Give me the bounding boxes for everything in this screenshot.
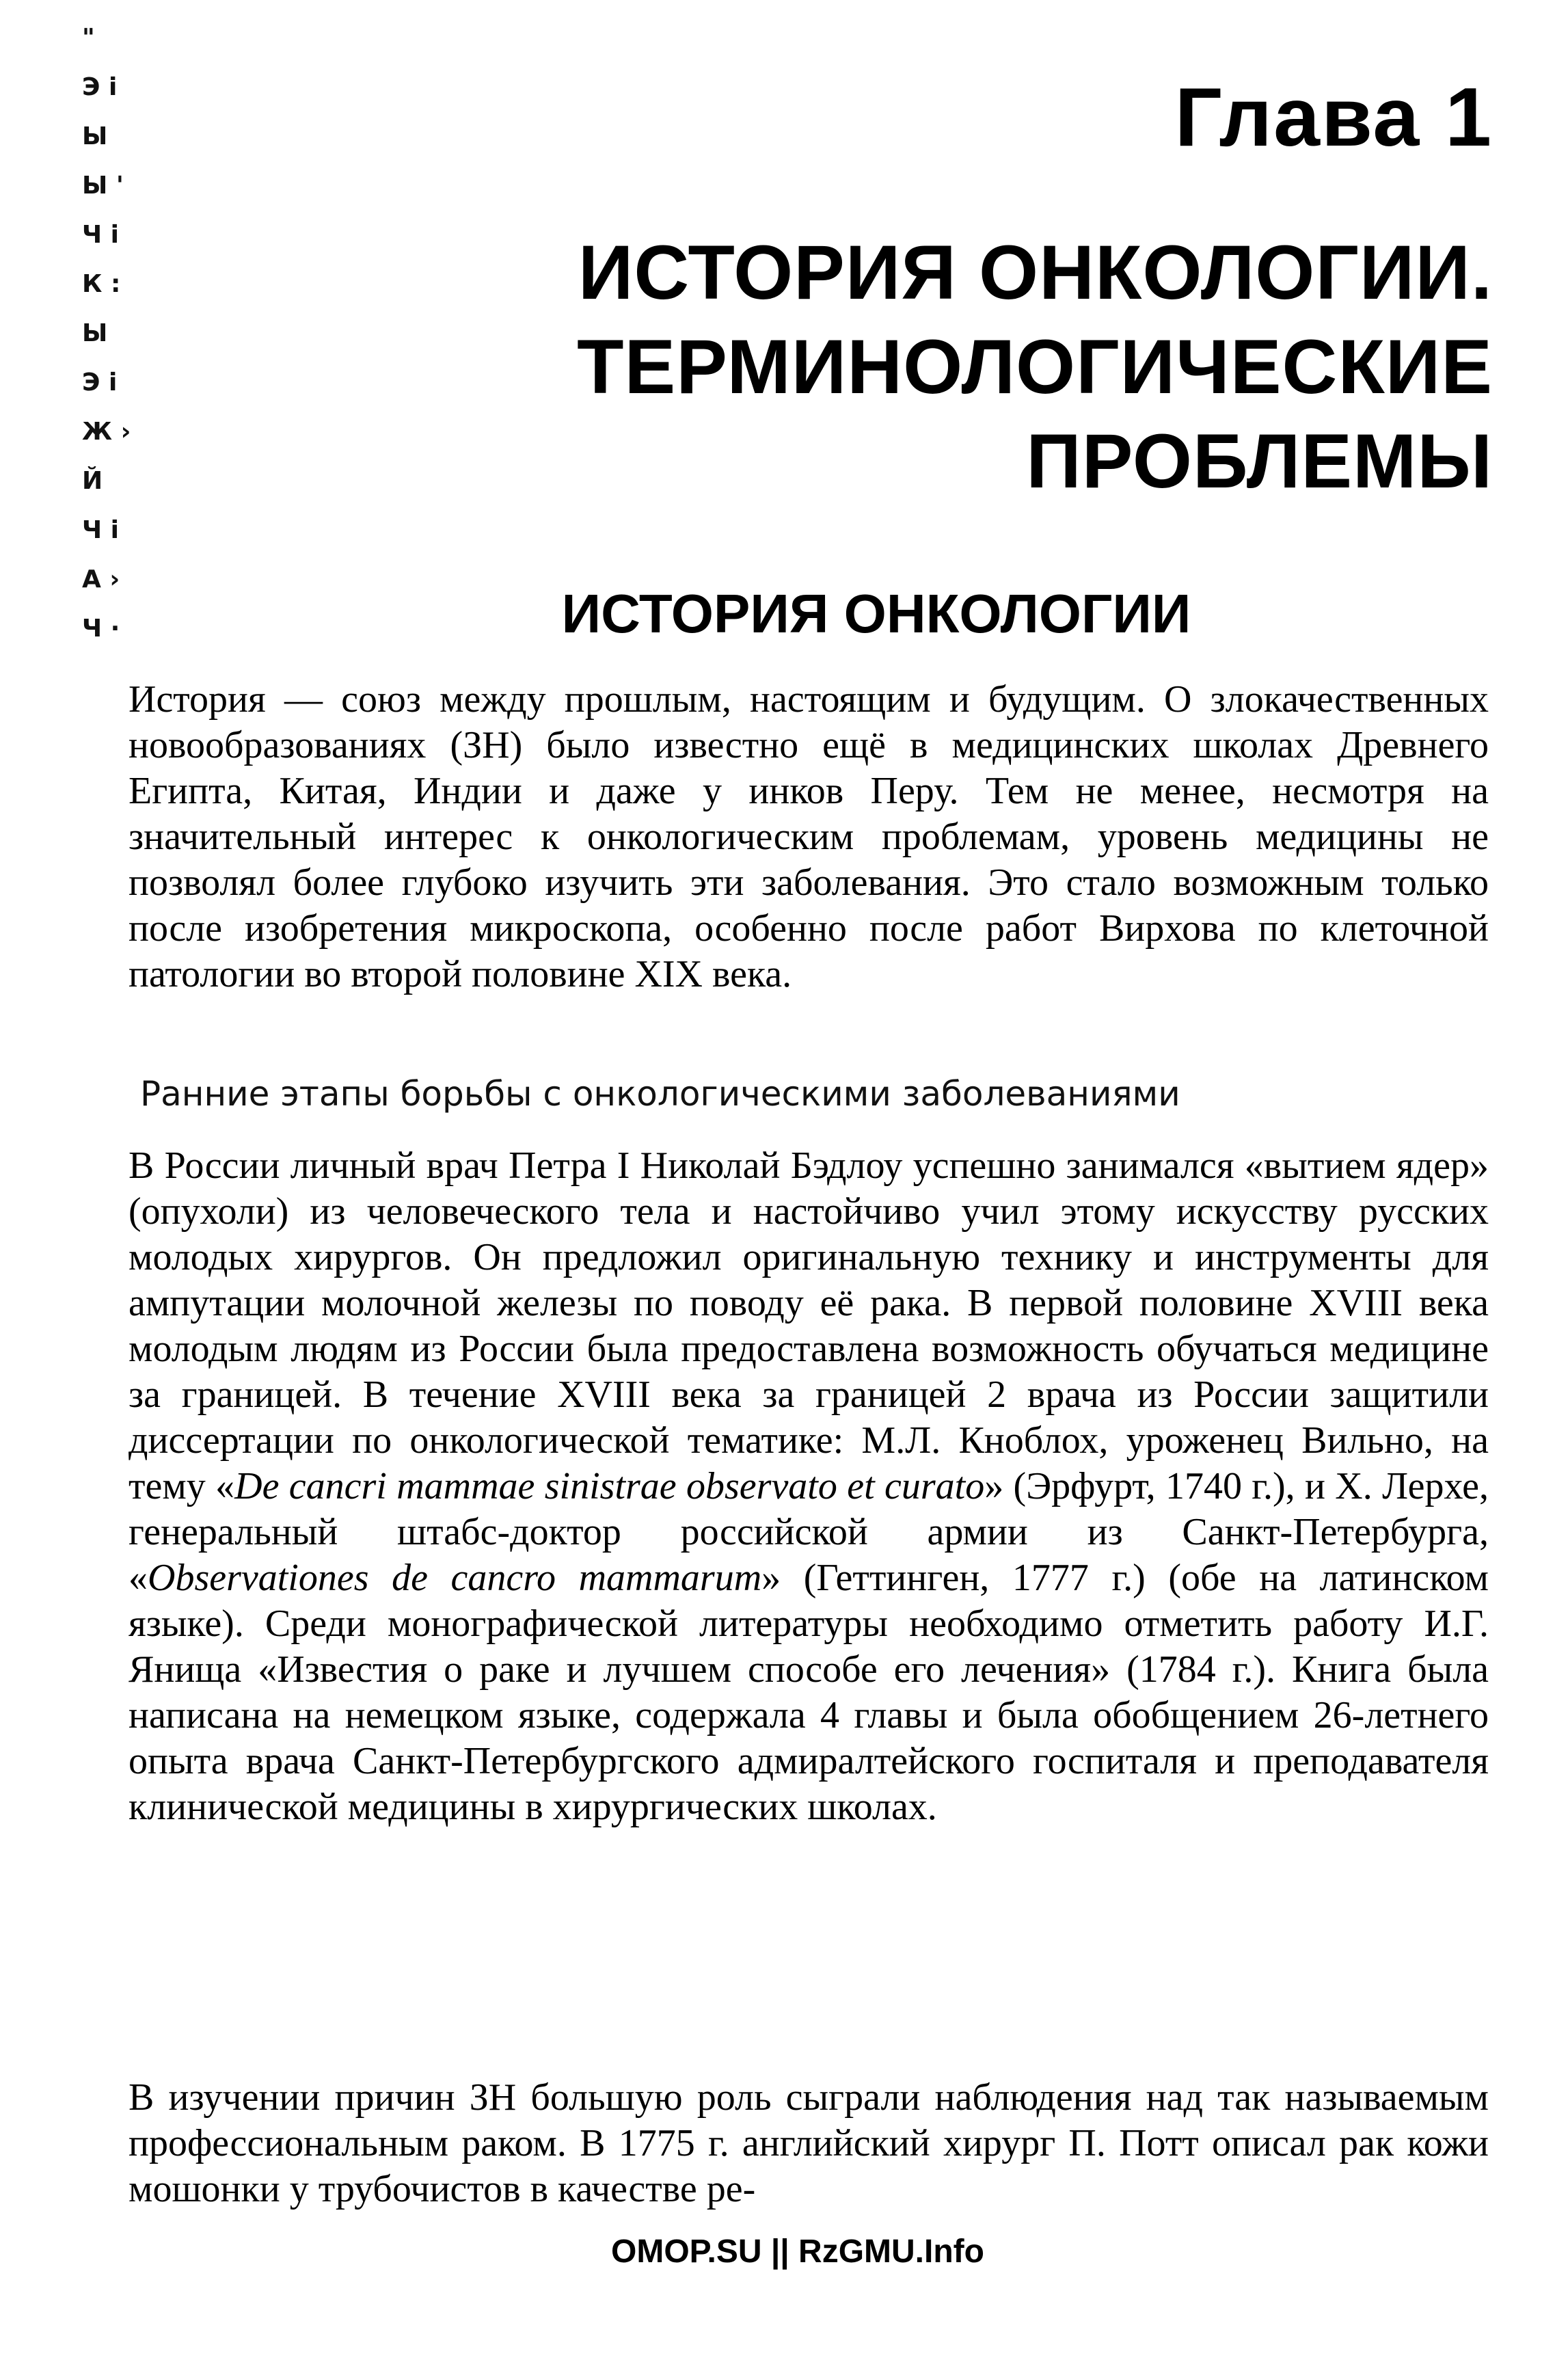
margin-mark: К : <box>82 270 121 298</box>
text-span: » (Эрфурт, 1740 г.), и Х. Лерхе, генеральный штабс-доктор российской армии из Санкт-Петербурга, « <box>129 1465 1489 1599</box>
text-span: В России личный врач Петра I Николай Бэдлоу успешно занимался «вытием ядер» (опухоли) из человеческого тела и настойчиво учил этому искусству русских молодых хирургов. Он предложил оригинальную технику и инструменты для ампутации молочной железы по поводу её рака. В первой половине XVIII века молодым людям из России была предоставлена возможность обучаться медицине за границей. В течение XVIII века за границей 2 врача из России защитили диссертации по онкологической тематике: М.Л. Кноблох, уроженец Вильно, на тему « <box>129 1144 1489 1507</box>
footer-watermark: OMOP.SU || RzGMU.Info <box>611 2233 984 2270</box>
margin-mark: Ы <box>82 319 108 347</box>
latin-title: Observationes de cancro mammarum <box>148 1557 762 1599</box>
margin-mark: А › <box>82 565 120 593</box>
margin-scan-marks <box>82 14 150 654</box>
subheading-early-stages: Ранние этапы борьбы с онкологическими заболеваниями <box>140 1074 1180 1114</box>
margin-mark: Э і <box>82 368 118 397</box>
chapter-title-line: ИСТОРИЯ ОНКОЛОГИИ. <box>578 230 1493 315</box>
chapter-title-line: ТЕРМИНОЛОГИЧЕСКИЕ <box>577 324 1493 410</box>
margin-mark: Ы <box>82 122 108 150</box>
section-heading: ИСТОРИЯ ОНКОЛОГИИ <box>561 583 1191 644</box>
margin-mark: Ы ' <box>82 172 124 200</box>
margin-mark: Й <box>82 467 103 495</box>
paragraph-causes <box>129 2075 1489 2212</box>
paragraph-history <box>129 677 1489 997</box>
margin-mark: " <box>82 24 95 52</box>
latin-title: De cancri mammae sinistrae observato et curato <box>234 1465 985 1507</box>
margin-mark: Э і <box>82 73 118 101</box>
margin-mark: Ч · <box>82 615 120 643</box>
text-span: » (Геттинген, 1777 г.) (обе на латинском языке). Среди монографической литературы необходимо отметить работу И.Г. Янища «Известия о раке и лучшем способе его лечения» (1784 г.). Книга была написана на немецком языке, содержала 4 главы и была обобщением 26-летнего опыта врача Санкт-Петербургского адмиралтейского госпиталя и преподавателя клинической медицины в хирургических школах. <box>129 1557 1489 1828</box>
margin-mark: Ч і <box>82 516 119 544</box>
paragraph-russia <box>129 1143 1489 1830</box>
margin-mark: Ж › <box>82 418 131 446</box>
chapter-number: Глава 1 <box>1174 70 1493 163</box>
margin-mark: Ч і <box>82 221 119 249</box>
chapter-title <box>365 226 1493 509</box>
paragraph-text <box>129 1143 1489 1830</box>
chapter-title-line: ПРОБЛЕМЫ <box>1026 418 1493 504</box>
paragraph-text: История — союз между прошлым, настоящим и будущим. О злокачественных новообразованиях (ЗН) было известно ещё в медицинских школах Древнего Египта, Китая, Индии и даже у инков Перу. Тем не менее, несмотря на значительный интерес к онкологическим проблемам, уровень медицины не позволял более глубоко изучить эти заболевания. Это стало возможным только после изобретения микроскопа, особенно после работ Вирхова по клеточной патологии во второй половине XIX века. <box>129 678 1489 995</box>
paragraph-text: В изучении причин ЗН большую роль сыграли наблюдения над так называемым профессиональным раком. В 1775 г. английский хирург П. Потт описал рак кожи мошонки у трубочистов в качестве ре- <box>129 2076 1489 2210</box>
